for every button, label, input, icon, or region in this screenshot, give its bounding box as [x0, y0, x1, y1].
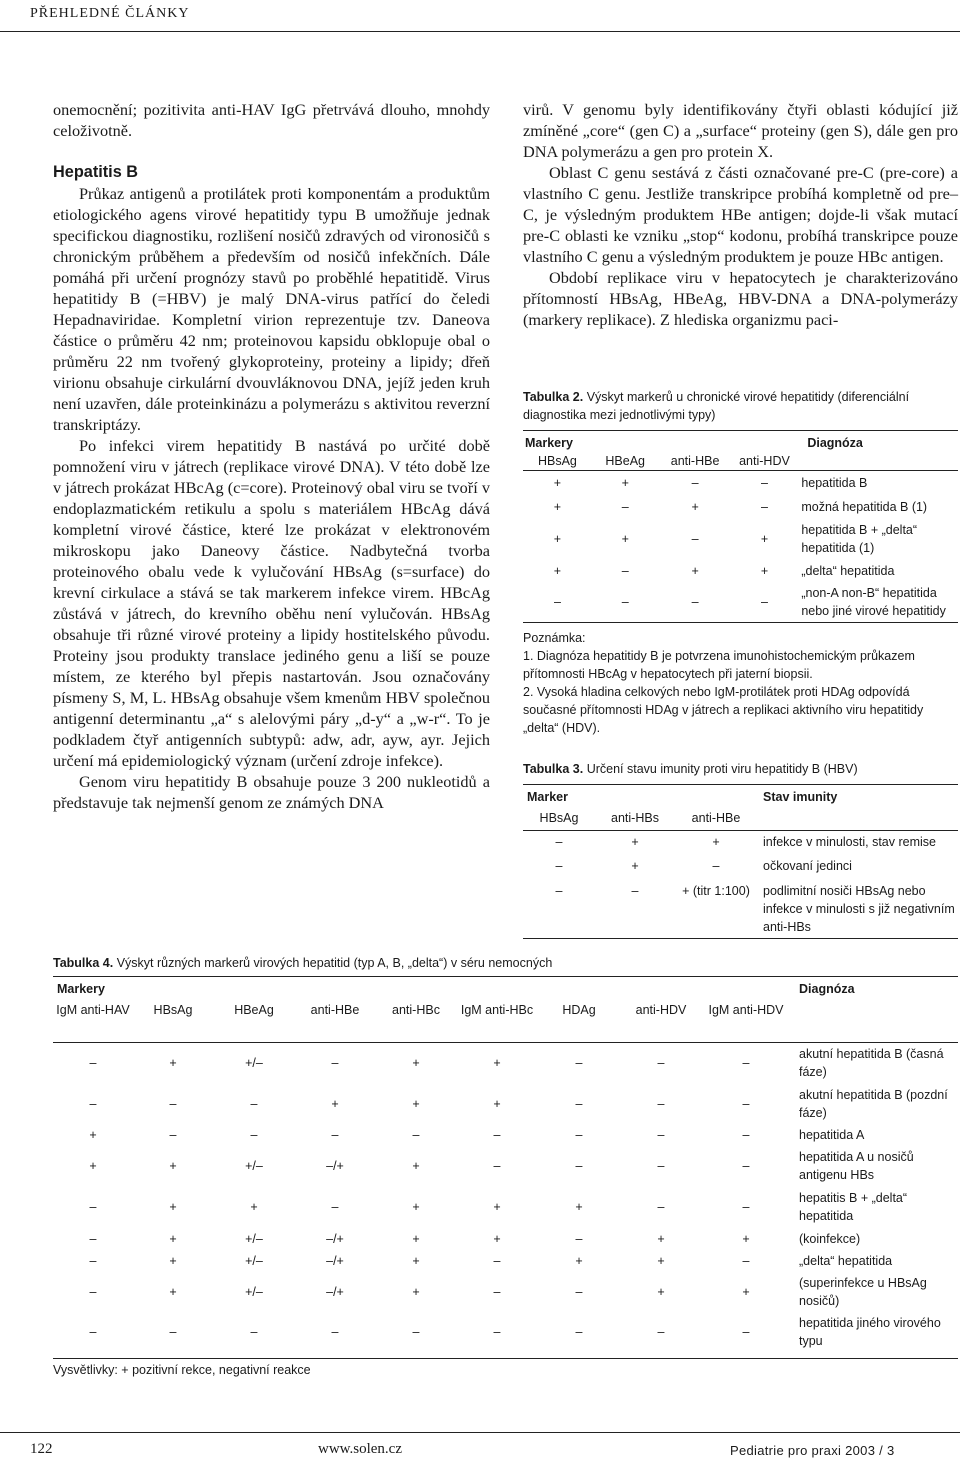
diagnosis-cell: hepatitida A [799, 1128, 865, 1142]
table-cell: – [169, 1097, 177, 1111]
paragraph: virů. V genomu byly identifikovány čtyři oblasti kódující již zmíněné „core“ (gen C) a „surface“ proteiny (gen S), dále gen pro DNA polymerázu a gen pro protein X. [523, 100, 958, 161]
column-header: IgM anti-HBc [460, 1003, 534, 1017]
table-cell: – [493, 1159, 501, 1173]
table-cell: + [553, 499, 562, 514]
table-cell: – [742, 1325, 750, 1339]
status-cell: očkovaní jedinci [763, 859, 852, 873]
table-cell: + [657, 1254, 665, 1268]
markery-header: Markery [57, 982, 105, 996]
diagnosis-header: Diagnóza [799, 982, 855, 996]
right-column [523, 99, 958, 330]
table-cell: – [89, 1285, 97, 1299]
table-cell: + [575, 1254, 583, 1268]
table-row [53, 1272, 958, 1312]
diagnosis-cell: hepatitida B + „delta“ hepatitida (1) [801, 522, 918, 555]
table-cell: –/+ [326, 1232, 344, 1246]
table-cell: + [760, 563, 769, 578]
paragraph: onemocnění; pozitivita anti-HAV IgG přetrvává dlouho, mnohdy celoživotně. [53, 100, 490, 140]
table-cell: – [621, 499, 629, 514]
table-cell: – [742, 1159, 750, 1173]
table-row [53, 1250, 958, 1272]
table-cell: – [575, 1232, 583, 1246]
table-cell: – [742, 1056, 750, 1071]
table-row [53, 1146, 958, 1186]
table-cell: + [412, 1056, 420, 1071]
table-cell: + [621, 475, 629, 490]
table-cell: – [555, 859, 563, 873]
table-cell: – [89, 1254, 97, 1268]
table-cell: – [169, 1325, 177, 1339]
table-cell: –/+ [326, 1254, 344, 1268]
footer-url[interactable]: www.solen.cz [318, 1441, 403, 1457]
table-cell: – [331, 1128, 339, 1142]
table-cell: – [169, 1128, 177, 1142]
paragraph: Po infekci virem hepatitidy B nastává po určité době pomnožení viru v játrech (replikace virové DNA). V této době lze v játrech prokázat HBcAg (c=core). Proteinový obal viru se tvoří v endoplazmatickém retikulu a spolu s materiálem HBcAg dává kompletní virové částice, které lze prokázat v elektronovém mikroskopu jako Daneovy částice. Nadbytečná tvorba proteinového obalu vede k vylučování HBsAg (s=surface) do krevní cirkulace a stává se tak markerem infekce virem. HBcAg zůstává v játrech, do krevního oběhu není vylučován. HBsAg obsahuje tři různé virové proteiny a lipidy hostitelského původu. Proteiny jsou produkty translace jediného genu a liší se pouze místem, ze kterého byl přepis nastartován. Jsou označovány písmeny S, M, L. HBsAg obsahuje všem kmenům HBV společnou antigenní determinantu „a“ s alelovými páry „d-y“ a „w-r“. To je podkladem čtyř antigenních subtypů: adw, adr, ayw, ayr. Jejich určení má epidemiologický význam (určení zdroje infekce). [53, 436, 490, 770]
table-4 [53, 954, 958, 1377]
diagnosis-header: Diagnóza [807, 436, 863, 450]
table-cell: + [169, 1056, 177, 1071]
table-cell: + [412, 1159, 420, 1173]
table-cell: – [250, 1097, 258, 1111]
table-cell: – [412, 1128, 420, 1142]
table-cell: – [89, 1056, 97, 1071]
table-cell: + [412, 1200, 420, 1214]
marker-header: Marker [527, 790, 568, 804]
table-cell: – [250, 1325, 258, 1339]
table-cell: – [657, 1200, 665, 1214]
table-cell: + (titr 1:100) [682, 884, 750, 898]
table-cell: – [575, 1097, 583, 1111]
diagnosis-cell: „delta“ hepatitida [801, 563, 895, 578]
table-row [53, 1042, 958, 1084]
diagnosis-cell: (koinfekce) [799, 1232, 861, 1246]
table-cell: +/– [245, 1056, 263, 1071]
table-cell: – [760, 499, 768, 514]
table-cell: – [89, 1200, 97, 1214]
table-cell: + [493, 1097, 501, 1111]
table-cell: – [331, 1325, 339, 1339]
table-cell: + [412, 1285, 420, 1299]
diagnosis-cell: „non-A non-B“ hepatitida nebo jiné virové hepatitidy [801, 586, 946, 619]
diagnosis-cell: hepatitis B + „delta“ hepatitida [799, 1191, 908, 1223]
table-cell: + [412, 1232, 420, 1246]
table-cell: + [691, 563, 699, 578]
table-2 [523, 388, 958, 737]
table-cell: – [657, 1097, 665, 1111]
table-cell: – [760, 595, 768, 610]
diagnosis-cell: hepatitida A u nosičů antigenu HBs [799, 1150, 914, 1182]
table-cell: + [169, 1254, 177, 1268]
table-cell: – [657, 1128, 665, 1142]
footer-rule [0, 1432, 960, 1433]
table-cell: – [555, 835, 563, 850]
table-caption: Tabulka 2. Výskyt markerů u chronické virové hepatitidy (diferenciální diagnostika mezi jednotlivými typy) [523, 390, 910, 422]
table-4-grid [53, 976, 958, 1352]
table-cell: – [493, 1254, 501, 1268]
table-cell: – [89, 1325, 97, 1339]
page-number: 122 [30, 1441, 53, 1457]
table-cell: + [169, 1285, 177, 1299]
column-header: anti-HBe [691, 810, 741, 825]
left-column [53, 99, 490, 813]
table-cell: – [89, 1232, 97, 1246]
table-cell: – [657, 1159, 665, 1173]
column-header: HBeAg [234, 1003, 274, 1017]
markery-header: Markery [525, 436, 573, 450]
table-cell: + [575, 1200, 583, 1214]
table-legend: Vysvětlivky: + pozitivní rekce, negativní reakce [53, 1358, 958, 1377]
table-cell: – [493, 1128, 501, 1142]
table-row [53, 1228, 958, 1250]
table-cell: – [631, 884, 639, 898]
table-cell: – [742, 1097, 750, 1111]
diagnosis-cell: akutní hepatitida B (pozdní fáze) [799, 1088, 948, 1120]
table-cell: –/+ [326, 1159, 344, 1173]
table-3-grid [523, 784, 958, 939]
table-cell: + [631, 859, 639, 873]
table-cell: – [553, 595, 561, 610]
table-cell: + [742, 1285, 750, 1299]
table-row [53, 1124, 958, 1146]
table-row [53, 1186, 958, 1228]
table-cell: – [742, 1200, 750, 1214]
paragraph: Oblast C genu sestává z části označované pre-C (pre-core) a vlastního C genu. Jestliže transkripce probíhá kompletně od pre–C, je výsledným produktem HBe antigen; dojde-li však mutací pre-C oblasti ke vzniku „stop“ kodonu, probíhá transkripce pouze vlastního C genu a výsledným produktem je pouze HBc antigen. [523, 163, 958, 266]
table-cell: + [250, 1200, 258, 1214]
column-header: anti-HBe [310, 1003, 360, 1017]
table-cell: + [493, 1056, 501, 1071]
table-cell: + [712, 835, 720, 850]
table-cell: + [412, 1254, 420, 1268]
table-caption: Tabulka 3. Určení stavu imunity proti viru hepatitidy B (HBV) [523, 762, 858, 776]
table-cell: + [631, 835, 639, 850]
table-row [53, 1312, 958, 1352]
table-cell: – [691, 475, 699, 490]
table-row [53, 1084, 958, 1124]
column-header: anti-HBe [670, 454, 720, 468]
diagnosis-cell: (superinfekce u HBsAg nosičů) [799, 1276, 927, 1308]
table-cell: + [657, 1232, 665, 1246]
diagnosis-cell: akutní hepatitida B (časná fáze) [799, 1047, 944, 1080]
column-header: anti-HBs [611, 810, 659, 825]
table-cell: + [331, 1097, 339, 1111]
diagnosis-cell: hepatitida jiného virového typu [799, 1316, 941, 1348]
table-cell: – [331, 1200, 339, 1214]
paragraph: Průkaz antigenů a protilátek proti komponentám a produktům etiologického agens virové hepatitidy typu B umožňuje jednak specifickou diagnostiku, rozlišení nosičů zdravých od vironosičů s chronickým průběhem a především od nosičů infekčních. Dále pomáhá při určení prognózy stavů po proběhlé hepatitidě. Virus hepatitidy B (=HBV) je malý DNA-virus patřící do čeledi Hepadnaviridae. Kompletní virion reprezentuje tzv. Daneova částice o průměru 42 nm; proteinovou kapsidu obklopuje obal o průměru 22 nm tvořený glykoproteiny, proteiny a lipidy; dřeň virionu obsahuje cirkulární dvouvláknovou DNA, jejíž jeden kruh není uzavřen, dále proteinkinázu a polymerázu s aktivitou reverzní transkriptázy. [53, 184, 490, 434]
header-rule [0, 31, 960, 32]
diagnosis-cell: „delta“ hepatitida [799, 1254, 893, 1268]
table-cell: + [553, 475, 562, 490]
table-cell: – [575, 1159, 583, 1173]
table-cell: + [89, 1128, 97, 1142]
table-3 [523, 760, 958, 939]
journal-name: Pediatrie pro praxi 2003 / 3 [730, 1443, 895, 1458]
table-cell: –/+ [326, 1285, 344, 1299]
table-cell: + [169, 1200, 177, 1214]
table-cell: + [412, 1097, 420, 1111]
column-header: HBsAg [539, 810, 579, 825]
table-cell: – [742, 1128, 750, 1142]
table-cell: + [657, 1285, 665, 1299]
column-header: HBeAg [605, 454, 646, 468]
table-cell: – [575, 1128, 583, 1142]
table-cell: – [412, 1325, 420, 1339]
column-header: HBsAg [537, 454, 577, 468]
table-cell: – [493, 1285, 501, 1299]
table-cell: – [575, 1056, 583, 1071]
table-cell: – [657, 1056, 665, 1071]
table-cell: + [760, 531, 769, 546]
table-cell: – [250, 1128, 258, 1142]
table-cell: – [555, 884, 563, 898]
table-cell: + [169, 1232, 177, 1246]
diagnosis-cell: hepatitida B [801, 475, 868, 490]
table-cell: – [621, 563, 629, 578]
table-cell: + [553, 531, 562, 546]
table-cell: – [691, 531, 699, 546]
table-cell: + [493, 1200, 501, 1214]
paragraph: Genom viru hepatitidy B obsahuje pouze 3 200 nukleotidů a představuje tak nejmenší genom ze známých DNA [53, 772, 490, 812]
table-cell: – [331, 1056, 339, 1071]
diagnosis-cell: možná hepatitida B (1) [801, 499, 928, 514]
table-cell: + [621, 531, 629, 546]
table-cell: – [493, 1325, 501, 1339]
table-cell: – [575, 1285, 583, 1299]
table-cell: +/– [245, 1254, 263, 1268]
paragraph: Období replikace viru v hepatocytech je charakterizováno přítomností HBsAg, HBeAg, HBV-DNA a DNA-polymerázy (markery replikace). Z hlediska organizmu paci- [523, 268, 958, 329]
status-cell: infekce v minulosti, stav remise [763, 835, 936, 850]
table-cell: – [712, 859, 720, 873]
table-cell: – [575, 1325, 583, 1339]
table-note: Poznámka: 1. Diagnóza hepatitidy B je potvrzena imunohistochemickým průkazem přítomnosti HBcAg v hepatocytech při jaterní biopsii. 2. Vysoká hladina celkových nebo IgM-protilátek proti HDAg odpovídá současné přítomnosti HDAg v játrech a replikaci aktivního viru hepatitidy „delta“ (HDV). [523, 631, 924, 735]
status-cell: podlimitní nosiči HBsAg nebo infekce v minulosti s již negativním anti-HBs [763, 884, 955, 934]
table-cell: + [691, 499, 699, 514]
table-cell: – [691, 595, 699, 610]
column-header: HDAg [562, 1003, 596, 1017]
table-cell: + [553, 563, 562, 578]
table-cell: – [621, 595, 629, 610]
column-header: IgM anti-HAV [56, 1003, 130, 1017]
column-header: HBsAg [153, 1003, 193, 1017]
table-cell: – [760, 475, 768, 490]
table-cell: + [169, 1159, 177, 1173]
table-caption: Tabulka 4. Výskyt různých markerů virových hepatitid (typ A, B, „delta“) v séru nemocných [53, 956, 553, 970]
column-header: IgM anti-HDV [708, 1003, 784, 1017]
column-header: anti-HDV [739, 454, 790, 468]
table-cell: – [89, 1097, 97, 1111]
table-cell: + [493, 1232, 501, 1246]
table-cell: +/– [245, 1159, 263, 1173]
table-cell: – [657, 1325, 665, 1339]
section-heading: Hepatitis B [53, 163, 139, 181]
table-cell: + [89, 1159, 97, 1173]
column-header: anti-HBc [392, 1003, 440, 1017]
column-header: anti-HDV [635, 1003, 687, 1017]
table-4-body [53, 1042, 958, 1352]
table-cell: – [742, 1254, 750, 1268]
table-2-grid [523, 430, 958, 623]
table-cell: + [742, 1232, 750, 1246]
status-header: Stav imunity [763, 790, 838, 804]
table-cell: +/– [245, 1232, 263, 1246]
section-header: PŘEHLEDNÉ ČLÁNKY [30, 6, 190, 21]
table-cell: +/– [245, 1285, 263, 1299]
